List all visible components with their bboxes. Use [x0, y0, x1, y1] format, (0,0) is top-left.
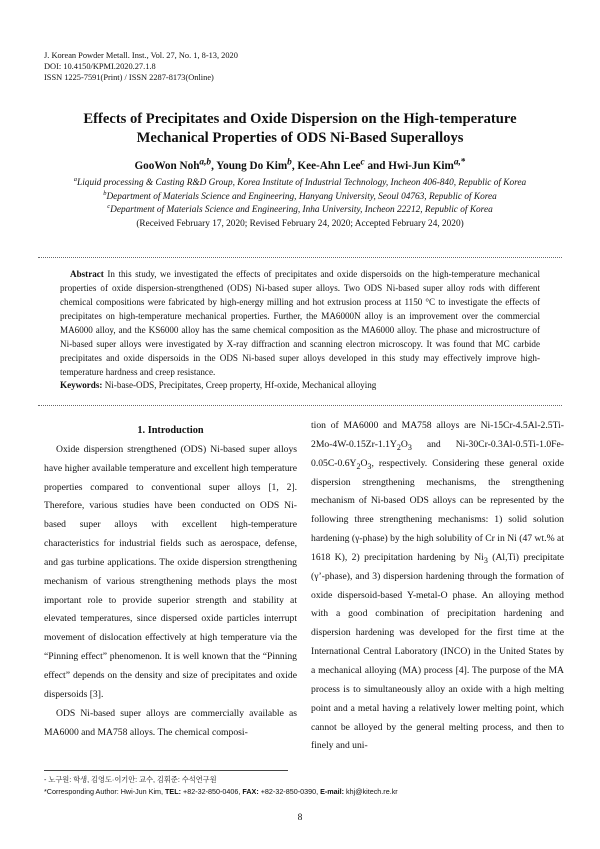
- keywords-label: Keywords:: [60, 380, 103, 390]
- footnote-corresponding: *Corresponding Author: Hwi-Jun Kim, TEL: +82-32-850-0406, FAX: +82-32-850-0390, E-mail: khj@kitech.re.kr: [44, 787, 398, 796]
- divider: [38, 257, 562, 258]
- abstract-label: Abstract: [70, 269, 104, 279]
- author-name: Hwi-Jun Kim: [388, 160, 454, 172]
- received-dates: (Received February 17, 2020; Revised February 24, 2020; Accepted February 24, 2020): [136, 218, 464, 229]
- journal-header: [44, 50, 238, 83]
- journal-doi: DOI: 10.4150/KPMI.2020.27.1.8: [44, 62, 156, 71]
- keywords-text: Ni-base-ODS, Precipitates, Creep property, Hf-oxide, Mechanical alloying: [102, 380, 377, 390]
- affiliations: [40, 177, 560, 231]
- keywords: [60, 380, 540, 390]
- email-link: khj@kitech.re.kr: [344, 787, 398, 796]
- abstract: [60, 267, 540, 379]
- paper-title: [40, 110, 560, 148]
- corresponding-mark: *: [460, 157, 466, 168]
- paragraph: Oxide dispersion strengthened (ODS) Ni-based super alloys have higher available temperature and excellent high temperature properties compared to conventional super alloys [1, 2]. Therefore, various studies have been conducted on ODS Ni-based super alloys with excellent high-temperature characteristics for industrial fields such as aerospace, defense, and gas turbine applications. The oxide dispersion strengthening mechanism of various strengthening methods plays the most important role to provide superior strength and stability at elevated temperatures, since dispersed oxide particles interrupt movement of dislocation effectively at high temperature via the “Pinning effect” phenomenon. It is well known that the “Pinning effect” depends on the density and size of precipitates and oxide dispersoids [3].: [44, 443, 297, 700]
- author-affil-mark: b: [287, 157, 292, 168]
- author-list: GooWon Noh$^{a,b}$, Young Do Kim$^b$, Kee-Ahn Lee$^c$ and Hwi-Jun Kim$^{a,*}$: [134, 157, 466, 172]
- author-affil-mark: a,b: [199, 157, 212, 168]
- paragraph: ODS Ni-based super alloys are commercially available as MA6000 and MA758 alloys. The chemical composi-: [44, 707, 297, 738]
- title-line-2: Mechanical Properties of ODS Ni-Based Superalloys: [136, 130, 464, 146]
- journal-issn: ISSN 1225-7591(Print) / ISSN 2287-8173(Online): [44, 73, 214, 82]
- affiliation-c: $^c$Department of Materials Science and Engineering, Inha University, Incheon 22212, Republic of Korea: [107, 202, 493, 215]
- section-heading: 1. Introduction: [137, 425, 204, 436]
- author-affil-mark: a,: [453, 157, 461, 168]
- left-column: [44, 422, 297, 742]
- page-number: 8: [297, 813, 303, 823]
- affiliation-a: $^a$Liquid processing & Casting R&D Group, Korea Institute of Industrial Technology, Incheon 406-840, Republic of Korea: [73, 175, 527, 188]
- abstract-text: In this study, we investigated the effects of precipitates and oxide dispersoids on the high-temperature mechanical properties of oxide dispersion-strengthened (ODS) Ni-based super alloys. Two ODS Ni-based super alloy rods with different chemical compositions were fabricated by high-energy milling and hot extrusion process at 1150 °C to investigate the effects of precipitates on high-temperature mechanical properties. Further, the MA6000N alloy is an improvement over the commercial MA6000 alloy, and the KS6000 alloy has the same chemical composition as the MA6000 alloy. The phase and microstructure of Ni-based super alloys were investigated by X-ray diffraction and scanning electron microscopy. It was found that MC carbide precipitates and oxide dispersoids in the ODS Ni-based super alloys developed in this study may effectively improve high-temperature hardness and creep resistance.: [60, 269, 540, 378]
- title-line-1: Effects of Precipitates and Oxide Dispersion on the High-temperature: [83, 111, 517, 127]
- right-column: [311, 417, 564, 756]
- journal-citation: J. Korean Powder Metall. Inst., Vol. 27, No. 1, 8-13, 2020: [44, 51, 238, 60]
- paragraph: tion of MA6000 and MA758 alloys are $Ni-15Cr-4.5Al-2.5Ti-2Mo-4W-0.15Zr-1.1Y_2O_3$ and $Ni-30Cr-0.3Al-0.5Ti-1.0Fe-0.05C-0.6Y_2O_3$, respectively. Considering these general oxide dispersion strengthening mechanisms, the strengthening mechanism of Ni-based ODS alloys can be represented by the following three strengthening mechanisms: 1) solid solution hardening (γ-phase) by the high solubility of Cr in Ni (47 wt.% at 1618 K), 2) precipitation hardening by $Ni_3$ (Al,Ti) precipitate (γ’-phase), and 3) dispersion hardening through the formation of oxide dispersoid-based Y-metal-O phase. An alloying method with a good combination of precipitation hardening and dispersion hardening was developed for the first time at the International Central Laboratory (INCO) in the United States by a mechanical alloying (MA) process [4]. The purpose of the MA process is to simultaneously alloy an oxide with a high melting point and a metal having a relatively lower melting point, which cannot be alloyed by the general melting process, and then to finely and uni-: [311, 420, 564, 752]
- author-name: Young Do Kim: [216, 160, 288, 172]
- footnote-rule: [44, 770, 288, 771]
- author-name: Kee-Ahn Lee: [297, 160, 361, 172]
- divider: [38, 405, 562, 406]
- affiliation-b: $^b$Department of Materials Science and Engineering, Hanyang University, Seoul 04763, Republic of Korea: [103, 189, 497, 202]
- author-affil-mark: c: [360, 157, 365, 168]
- footnote-korean: - 노구원: 학생, 김영도·이기안: 교수, 김휘준: 수석연구원: [44, 775, 217, 784]
- author-name: GooWon Noh: [134, 160, 200, 172]
